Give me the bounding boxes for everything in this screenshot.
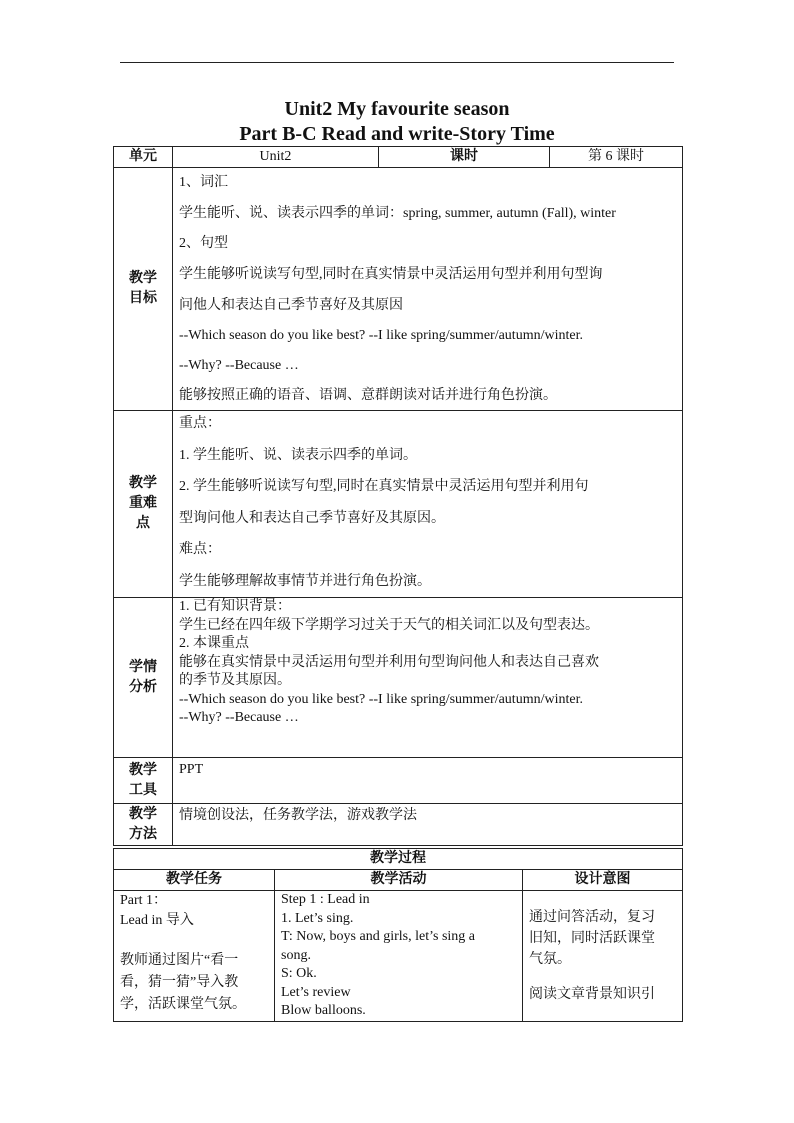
activity-line: Let’s review xyxy=(281,984,351,1000)
activity-line: Blow balloons. xyxy=(281,1003,366,1018)
period-value: 第 6 课时 xyxy=(550,147,683,168)
analysis-line: 2. 本课重点 xyxy=(179,636,249,651)
activity-line: 1. Let’s sing. xyxy=(281,910,354,926)
methods-row xyxy=(114,804,683,846)
activity-line: song. xyxy=(281,947,311,963)
intent-line xyxy=(529,970,676,984)
objectives-line: 学生能够听说读写句型,同时在真实情景中灵活运用句型并利用句型询 xyxy=(179,267,603,282)
objectives-line: --Which season do you like best? --I like spring/summer/autumn/winter. xyxy=(179,328,583,343)
objectives-label: 教学 目标 xyxy=(114,168,173,411)
intent-line xyxy=(529,891,676,907)
unit-value: Unit2 xyxy=(173,147,379,168)
key-points-line: 1. 学生能听、说、读表示四季的单词。 xyxy=(179,448,417,463)
info-row xyxy=(114,147,683,168)
process-row xyxy=(114,891,683,1022)
activity-line: Step 1 : Lead in xyxy=(281,892,370,907)
analysis-line: 的季节及其原因。 xyxy=(179,673,291,688)
intent-line: 旧知，同时活跃课堂 xyxy=(529,931,655,946)
key-points-line: 重点： xyxy=(179,416,221,431)
key-points-line: 学生能够理解故事情节并进行角色扮演。 xyxy=(179,574,431,589)
objectives-line: 问他人和表达自己季节喜好及其原因 xyxy=(179,298,403,313)
analysis-line: 能够在真实情景中灵活运用句型并利用句型询问他人和表达自己喜欢 xyxy=(179,654,599,670)
intent-cell xyxy=(523,891,683,1022)
tools-row xyxy=(114,758,683,804)
objectives-line: 1、词汇 xyxy=(179,175,228,190)
analysis-line: --Why? --Because … xyxy=(179,710,299,725)
objectives-row xyxy=(114,168,683,411)
task-line xyxy=(120,932,268,950)
tools-label: 教学 工具 xyxy=(114,758,173,804)
lesson-info-table xyxy=(113,146,683,846)
analysis-line: 学生已经在四年级下学期学习过关于天气的相关词汇以及句型表达。 xyxy=(179,617,599,633)
key-points-content xyxy=(173,411,683,598)
doc-subtitle: Part B-C Read and write-Story Time xyxy=(239,123,555,145)
key-points-line: 2. 学生能够听说读写句型,同时在真实情景中灵活运用句型并利用句 xyxy=(179,479,589,494)
header-rule xyxy=(120,62,674,63)
doc-title: Unit2 My favourite season xyxy=(284,98,510,120)
analysis-content xyxy=(173,598,683,758)
process-heading-row xyxy=(114,849,683,870)
key-points-row xyxy=(114,411,683,598)
unit-label: 单元 xyxy=(114,147,173,168)
task-line: 教师通过图片“看一 xyxy=(120,953,239,968)
analysis-label: 学情 分析 xyxy=(114,598,173,758)
key-points-label: 教学 重难 点 xyxy=(114,411,173,598)
intent-line: 阅读文章背景知识引 xyxy=(529,987,655,1002)
methods-label: 教学 方法 xyxy=(114,804,173,846)
key-points-line: 难点： xyxy=(179,542,221,557)
analysis-line: --Which season do you like best? --I like spring/summer/autumn/winter. xyxy=(179,691,583,707)
activity-line: S: Ok. xyxy=(281,966,317,981)
key-points-line: 型询问他人和表达自己季节喜好及其原因。 xyxy=(179,511,445,526)
objectives-content xyxy=(173,168,683,411)
col-intent-header: 设计意图 xyxy=(523,870,683,891)
tools-value: PPT xyxy=(173,758,683,804)
col-activity-header: 教学活动 xyxy=(275,870,523,891)
intent-line: 气氛。 xyxy=(529,952,571,967)
task-line: Lead in 导入 xyxy=(120,913,194,928)
task-line: 学，活跃课堂气氛。 xyxy=(120,997,246,1012)
process-table xyxy=(113,848,683,1022)
objectives-line: 2、句型 xyxy=(179,236,228,251)
objectives-line: 能够按照正确的语音、语调、意群朗读对话并进行角色扮演。 xyxy=(179,388,557,403)
methods-value: 情境创设法，任务教学法，游戏教学法 xyxy=(173,804,683,846)
activity-line: T: Now, boys and girls, let’s sing a xyxy=(281,929,475,944)
col-task-header: 教学任务 xyxy=(114,870,275,891)
analysis-row xyxy=(114,598,683,758)
task-line: Part 1： xyxy=(120,893,168,908)
objectives-line: --Why? --Because … xyxy=(179,358,299,373)
process-heading: 教学过程 xyxy=(114,849,683,870)
process-header-row xyxy=(114,870,683,891)
analysis-line: 1. 已有知识背景： xyxy=(179,599,291,614)
period-label: 课时 xyxy=(379,147,550,168)
task-line: 看，猜一猜”导入教 xyxy=(120,975,239,990)
activity-cell xyxy=(275,891,523,1022)
intent-line: 通过问答活动，复习 xyxy=(529,910,655,925)
objectives-line: 学生能听、说、读表示四季的单词：spring, summer, autumn (Fall), winter xyxy=(179,206,616,221)
task-cell xyxy=(114,891,275,1022)
